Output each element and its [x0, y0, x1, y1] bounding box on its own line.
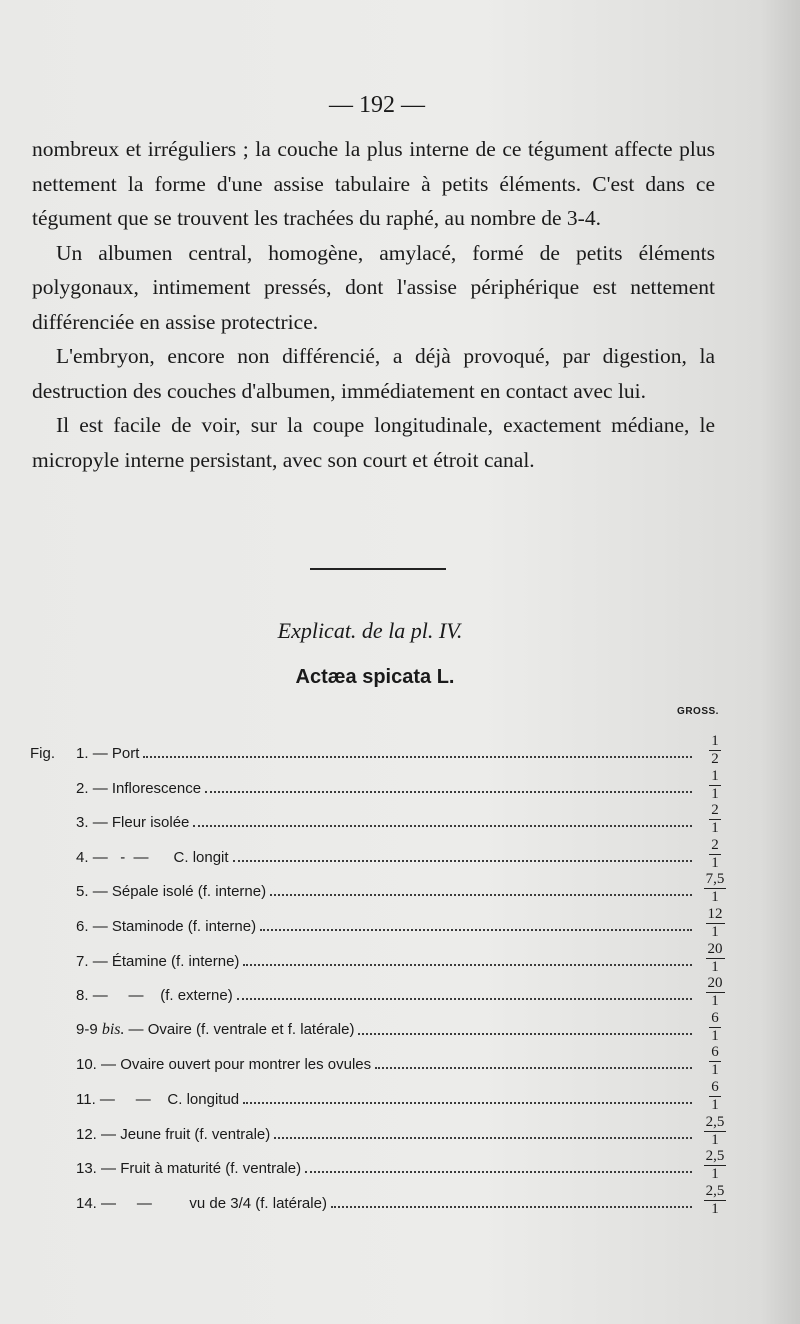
figure-caption: — Jeune fruit (f. ventrale) [101, 1125, 271, 1143]
figure-number: 14. [76, 1194, 102, 1212]
figure-caption: — Fleur isolée [92, 814, 190, 832]
dot-leader [260, 929, 692, 931]
page-number: — 192 — [329, 92, 425, 118]
figure-label [30, 1195, 327, 1218]
figure-caption: — Inflorescence [92, 779, 202, 797]
dot-leader [375, 1067, 692, 1069]
magnification-denominator: 1 [711, 785, 719, 802]
figure-number: 9-9 [76, 1020, 102, 1038]
figure-number: 2. [76, 779, 93, 797]
magnification-denominator: 1 [711, 1200, 719, 1217]
dot-leader [331, 1206, 692, 1208]
paragraph-4: Il est facile de voir, sur la coupe longitudinale, exactement médiane, le micropyle interne persistant, avec son court et étroit canal. [32, 413, 715, 472]
magnification-denominator: 1 [711, 889, 719, 906]
figure-number: 4. [76, 848, 93, 866]
magnification-denominator: 1 [711, 1097, 719, 1113]
figure-number: 1. [76, 745, 93, 762]
plate-explanation-title: Explicat. de la pl. IV. [277, 618, 463, 643]
paragraph-1: nombreux et irréguliers ; la couche la plus interne de ce tégument affecte plus nettement la forme d'une assise tabulaire à petits éléments. C'est dans ce tégument que se trouvent les trachées du raphé, au nombre de 3-4. [32, 137, 715, 230]
dot-leader [305, 1171, 692, 1173]
dot-leader [243, 964, 692, 966]
figure-number: 7. [76, 952, 93, 970]
figure-number: 6. [76, 918, 93, 935]
figure-caption: — Ovaire ouvert pour montrer les ovules [101, 1056, 372, 1074]
magnification-numerator: 2,5 [705, 1148, 725, 1165]
dot-leader [237, 998, 692, 1000]
magnification-denominator: 1 [711, 958, 719, 975]
figure-number: 13. [76, 1160, 102, 1178]
magnification-denominator: 1 [711, 854, 719, 871]
dot-leader [193, 825, 692, 827]
figure-number: 10. [76, 1056, 102, 1074]
figure-number: 5. [76, 883, 93, 901]
dot-leader [233, 860, 692, 862]
magnification-numerator: 6 [711, 1044, 719, 1061]
dot-leader [243, 1102, 692, 1104]
figure-number: 12. [76, 1125, 102, 1143]
paragraph-3: L'embryon, encore non différencié, a déjà provoqué, par digestion, la destruction des couches d'albumen, immédiatement en contact avec lui. [32, 344, 715, 403]
figure-bis: bis. [101, 1020, 129, 1038]
figure-caption: — — C. longitud [99, 1091, 240, 1108]
paragraph-2: Un albumen central, homogène, amylacé, formé de petits éléments polygonaux, intimement pressés, dont l'assise périphérique est nettement différenciée en assise protectrice. [32, 240, 715, 334]
dot-leader [358, 1033, 692, 1035]
figure-caption: — — (f. externe) [92, 987, 233, 1005]
magnification-numerator: 1 [711, 733, 719, 749]
magnification-denominator: 1 [711, 1166, 719, 1183]
figure-number: 8. [76, 987, 93, 1005]
magnification-numerator: 6 [711, 1079, 719, 1095]
figure-caption: — - — C. longit [92, 848, 229, 866]
dot-leader [270, 894, 692, 896]
figure-number: 3. [76, 814, 93, 832]
magnification-denominator: 2 [711, 751, 719, 767]
figure-caption: — Staminode (f. interne) [92, 918, 257, 935]
magnification-fraction [700, 1183, 730, 1218]
figure-caption: — Fruit à maturité (f. ventrale) [101, 1160, 302, 1178]
section-divider [310, 568, 446, 570]
figure-caption: — Ovaire (f. ventrale et f. latérale) [128, 1020, 355, 1038]
magnification-numerator: 12 [707, 906, 723, 922]
magnification-numerator: 2,5 [705, 1113, 725, 1130]
magnification-numerator: 2 [711, 836, 719, 853]
magnification-denominator: 1 [711, 993, 719, 1010]
magnification-numerator: 7,5 [705, 871, 725, 888]
magnification-denominator: 1 [711, 1131, 719, 1148]
magnification-header: GROSS. [677, 706, 719, 717]
magnification-numerator: 1 [711, 767, 719, 784]
figure-caption: — — vu de 3/4 (f. latérale) [101, 1194, 327, 1212]
magnification-denominator: 1 [711, 820, 719, 837]
figure-row [30, 1178, 730, 1218]
figure-caption: — Port [92, 745, 140, 762]
magnification-denominator: 1 [711, 924, 719, 940]
dot-leader [274, 1137, 692, 1139]
magnification-numerator: 20 [707, 940, 723, 957]
magnification-numerator: 2,5 [705, 1182, 725, 1199]
body-text [32, 132, 715, 477]
magnification-denominator: 1 [711, 1062, 719, 1079]
dot-leader [205, 791, 692, 793]
magnification-numerator: 20 [707, 975, 723, 992]
magnification-numerator: 2 [711, 802, 719, 819]
dot-leader [143, 756, 692, 758]
magnification-numerator: 6 [711, 1009, 719, 1026]
species-title: Actæa spicata L. [295, 666, 455, 688]
figure-caption: — Sépale isolé (f. interne) [92, 883, 267, 901]
figure-prefix: Fig. [30, 745, 56, 762]
magnification-denominator: 1 [711, 1027, 719, 1044]
figure-number: 11. [76, 1091, 100, 1108]
figure-caption: — Étamine (f. interne) [92, 952, 240, 970]
